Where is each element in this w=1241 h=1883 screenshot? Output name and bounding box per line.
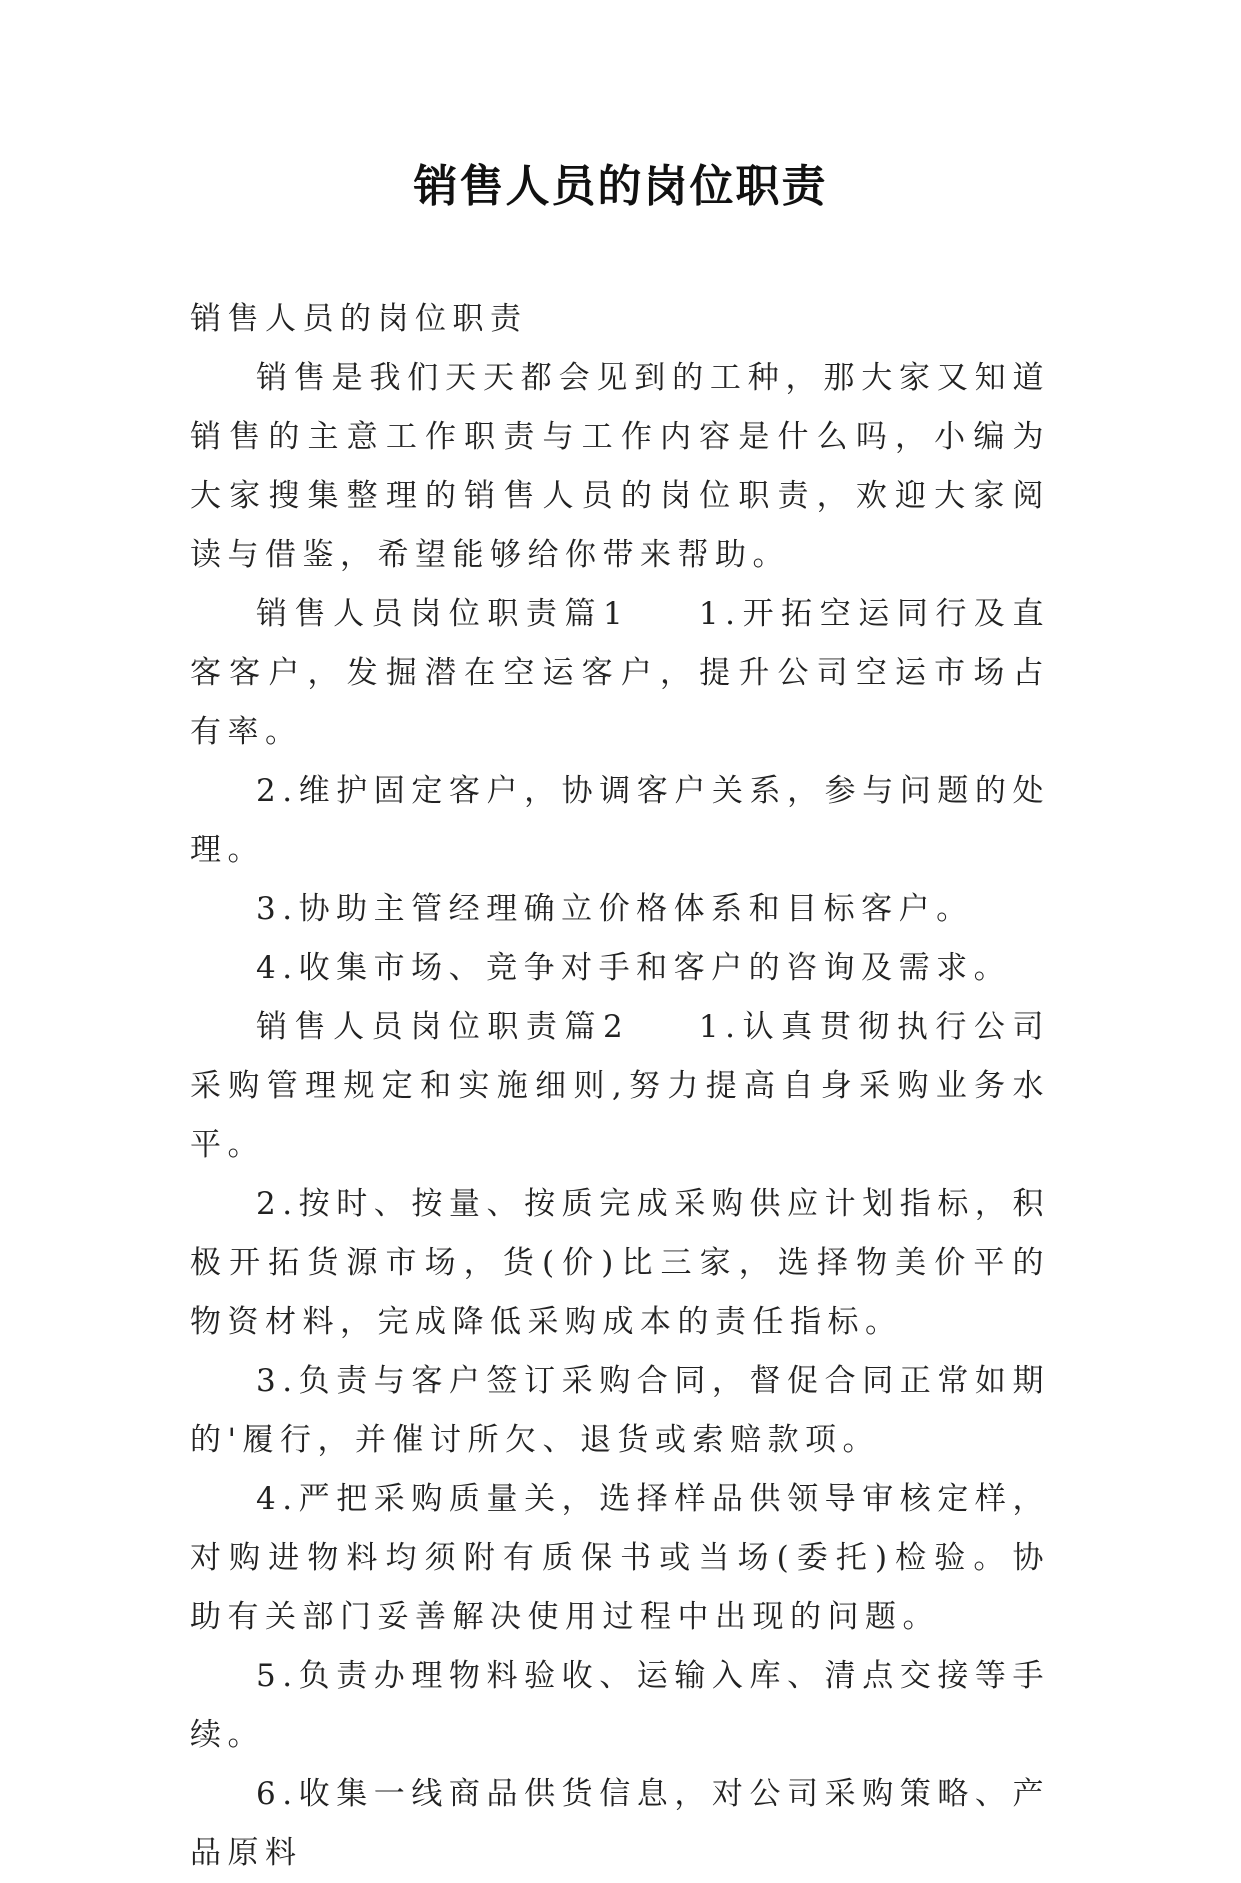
paragraph-item: 4.收集市场、竞争对手和客户的咨询及需求。 <box>256 950 1012 986</box>
paragraph-item: 3.协助主管经理确立价格体系和目标客户。 <box>256 891 974 927</box>
paragraph-item: 4.严把采购质量关，选择样品供领导审核定样，对购进物料均须附有质保书或当场(委托)检验。协助有关部门妥善解决使用过程中出现的问题。 <box>190 1481 1050 1635</box>
paragraph-item: 6.收集一线商品供货信息，对公司采购策略、产品原料 <box>190 1776 1050 1871</box>
paragraph-item: 2.维护固定客户，协调客户关系，参与问题的处理。 <box>190 773 1050 868</box>
paragraph-item: 2.按时、按量、按质完成采购供应计划指标，积极开拓货源市场，货(价)比三家，选择物美价平的物资材料，完成降低采购成本的责任指标。 <box>190 1186 1050 1340</box>
paragraph-section-2: 销售人员岗位职责篇2 1.认真贯彻执行公司采购管理规定和实施细则,努力提高自身采购业务水平。 <box>190 1009 1050 1163</box>
document-body <box>190 290 1050 1883</box>
paragraph-intro: 销售是我们天天都会见到的工种，那大家又知道销售的主意工作职责与工作内容是什么吗，小编为大家搜集整理的销售人员的岗位职责，欢迎大家阅读与借鉴，希望能够给你带来帮助。 <box>190 360 1050 573</box>
paragraph-heading: 销售人员的岗位职责 <box>190 301 528 337</box>
document-title: 销售人员的岗位职责 <box>413 161 828 212</box>
paragraph-item: 3.负责与客户签订采购合同，督促合同正常如期的'履行，并催讨所欠、退货或索赔款项。 <box>190 1363 1050 1458</box>
paragraph-section-1: 销售人员岗位职责篇1 1.开拓空运同行及直客客户，发掘潜在空运客户，提升公司空运市场占有率。 <box>190 596 1050 750</box>
paragraph-item: 5.负责办理物料验收、运输入库、清点交接等手续。 <box>190 1658 1050 1753</box>
